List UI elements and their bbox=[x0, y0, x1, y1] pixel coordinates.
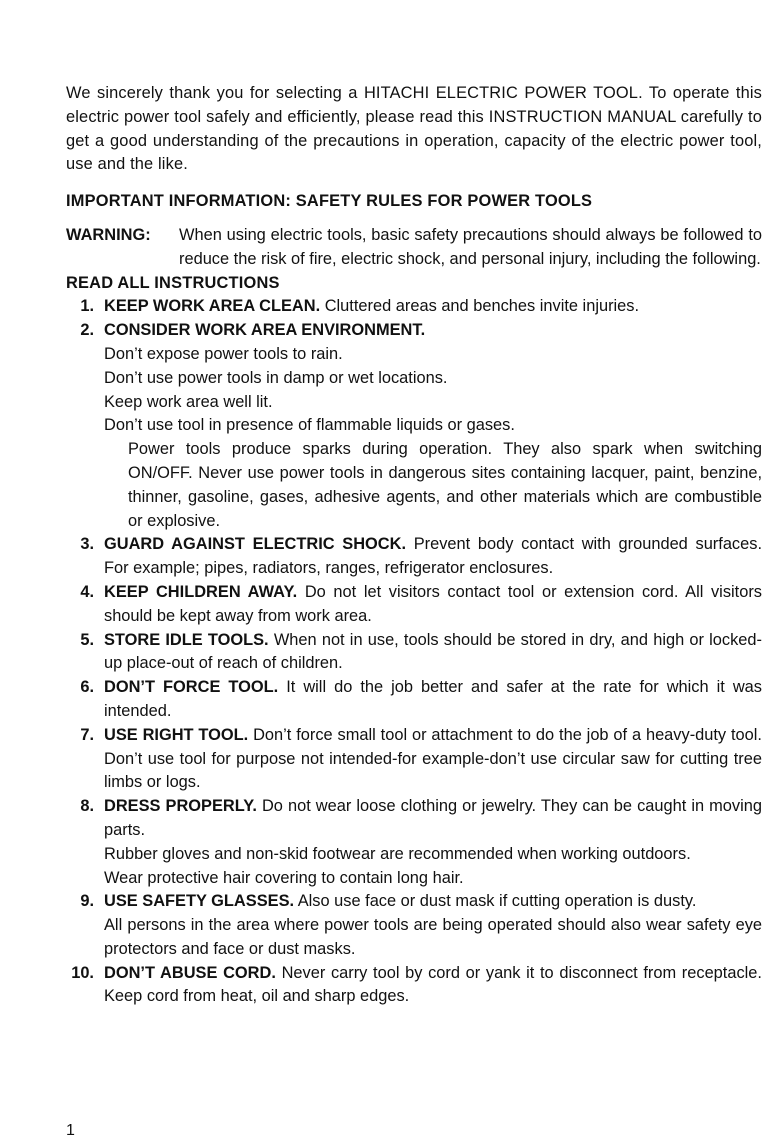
rule-item-1 bbox=[66, 295, 762, 319]
rule-item-4 bbox=[66, 581, 762, 629]
warning-label: WARNING: bbox=[66, 225, 151, 244]
rule-title: DRESS PROPERLY. bbox=[104, 797, 257, 816]
rule-extra-paragraph: Wear protective hair covering to contain long hair. bbox=[104, 868, 464, 887]
rule-item-7 bbox=[66, 724, 762, 795]
rule-number: 10. bbox=[71, 963, 94, 982]
page-number: 1 bbox=[66, 1122, 75, 1139]
rule-title: CONSIDER WORK AREA ENVIRONMENT. bbox=[104, 321, 426, 340]
rule-item-9 bbox=[66, 890, 762, 961]
intro-paragraph: We sincerely thank you for selecting a HITACHI ELECTRIC POWER TOOL. To operate this electric power tool safely and efficiently, please read this INSTRUCTION MANUAL carefully to get a good understanding of the precautions in operation, capacity of the electric power tool, use and the like. bbox=[66, 84, 762, 174]
rule-title: STORE IDLE TOOLS. bbox=[104, 630, 269, 649]
rule-text: Prevent body contact with grounded surfaces. For example; pipes, radiators, ranges, refrigerator enclosures. bbox=[104, 535, 762, 578]
manual-page bbox=[66, 82, 762, 1009]
rule-number: 3. bbox=[80, 535, 94, 554]
rule-number: 9. bbox=[80, 892, 94, 911]
warning-block bbox=[66, 224, 762, 272]
rule-text: Do not let visitors contact tool or extension cord. All visitors should be kept away from work area. bbox=[104, 582, 762, 625]
rule-number: 8. bbox=[80, 797, 94, 816]
rule-text: Don’t force small tool or attachment to do the job of a heavy-duty tool. Don’t use tool for purpose not intended-for example-don’t use circular saw for cutting tree limbs or logs. bbox=[104, 725, 762, 792]
rule-title: USE RIGHT TOOL. bbox=[104, 725, 249, 744]
rule-number: 2. bbox=[80, 321, 94, 340]
rule-item-2 bbox=[66, 319, 762, 533]
rule-number: 6. bbox=[80, 678, 94, 697]
rule-title: DON’T FORCE TOOL. bbox=[104, 678, 279, 697]
rule-title: DON’T ABUSE CORD. bbox=[104, 963, 276, 982]
rule-item-8 bbox=[66, 795, 762, 890]
rule-title: KEEP CHILDREN AWAY. bbox=[104, 582, 298, 601]
rule-text: When not in use, tools should be stored in dry, and high or locked-up place-out of reach of children. bbox=[104, 630, 762, 673]
rule-line: Don’t use power tools in damp or wet locations. bbox=[104, 368, 448, 387]
warning-text: When using electric tools, basic safety precautions should always be followed to reduce the risk of fire, electric shock, and personal injury, including the following. bbox=[179, 225, 762, 268]
rule-number: 7. bbox=[80, 725, 94, 744]
rule-subparagraph: Power tools produce sparks during operation. They also spark when switching ON/OFF. Never use power tools in dangerous sites containing lacquer, paint, benzine, thinner, gasoline, gases, adhesive agents, and other materials which are combustible or explosive. bbox=[128, 440, 762, 530]
rule-text: Do not wear loose clothing or jewelry. They can be caught in moving parts. bbox=[104, 797, 762, 839]
rule-extra-paragraph: All persons in the area where power tools are being operated should also wear safety eye protectors and face or dust masks. bbox=[104, 916, 762, 958]
rule-text: Also use face or dust mask if cutting operation is dusty. bbox=[297, 892, 697, 911]
rule-number: 4. bbox=[80, 582, 94, 601]
rule-extra-paragraph: Rubber gloves and non-skid footwear are recommended when working outdoors. bbox=[104, 844, 691, 863]
rule-text: Never carry tool by cord or yank it to disconnect from receptacle. Keep cord from heat, oil and sharp edges. bbox=[104, 963, 762, 1006]
section-heading: IMPORTANT INFORMATION: SAFETY RULES FOR POWER TOOLS bbox=[66, 192, 593, 211]
rule-line: Don’t use tool in presence of flammable liquids or gases. bbox=[104, 416, 515, 435]
rule-title: KEEP WORK AREA CLEAN. bbox=[104, 297, 321, 316]
rule-line: Keep work area well lit. bbox=[104, 392, 273, 411]
rule-number: 1. bbox=[80, 297, 94, 316]
rule-item-5 bbox=[66, 629, 762, 677]
rule-title: USE SAFETY GLASSES. bbox=[104, 892, 295, 911]
rule-title: GUARD AGAINST ELECTRIC SHOCK. bbox=[104, 535, 407, 554]
rule-text: Cluttered areas and benches invite injuries. bbox=[324, 297, 640, 316]
rule-line: Don’t expose power tools to rain. bbox=[104, 344, 343, 363]
rule-number: 5. bbox=[80, 630, 94, 649]
rule-item-3 bbox=[66, 533, 762, 581]
rule-text: It will do the job better and safer at the rate for which it was intended. bbox=[104, 678, 762, 720]
read-all-heading: READ ALL INSTRUCTIONS bbox=[66, 273, 280, 292]
rule-item-6 bbox=[66, 676, 762, 724]
rule-item-10 bbox=[66, 962, 762, 1010]
